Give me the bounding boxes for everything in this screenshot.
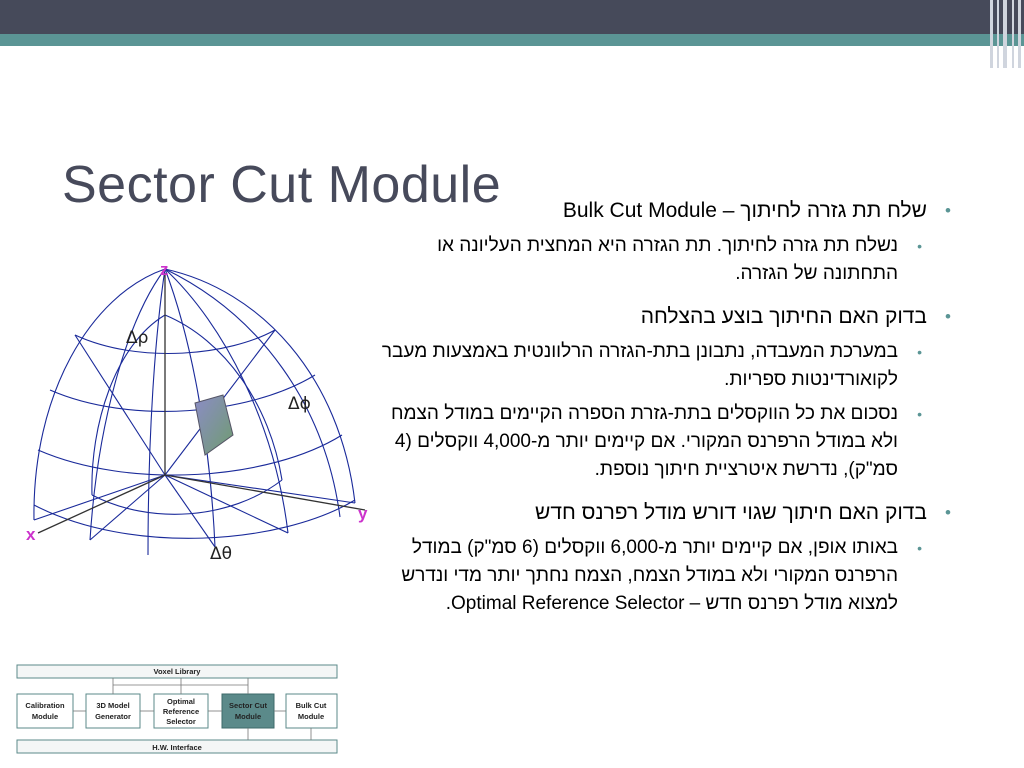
bullet-level2 bbox=[380, 534, 955, 618]
bullet-level2 bbox=[380, 400, 955, 484]
optimal-reference-label-1: Optimal bbox=[167, 697, 195, 706]
voxel-library-label: Voxel Library bbox=[153, 667, 201, 676]
sector-cut-label-2: Module bbox=[234, 712, 262, 721]
sector-cut-label-1: Sector Cut bbox=[229, 701, 267, 710]
bullet-text: נשלח תת גזרה לחיתוך. תת הגזרה היא המחצית העליונה או התחתונה של הגזרה. bbox=[437, 235, 898, 284]
decor-stripe bbox=[990, 0, 993, 68]
bullet-level1 bbox=[380, 302, 955, 332]
section-heading: בדוק האם חיתוך שגוי דורש מודל רפרנס חדש bbox=[535, 501, 927, 524]
bullet-marker: • bbox=[917, 406, 922, 422]
slide-title: Sector Cut Module bbox=[62, 156, 502, 214]
axis-x-label: x bbox=[26, 525, 36, 544]
model-generator-label-1: 3D Model bbox=[96, 701, 130, 710]
decor-stripe bbox=[997, 0, 999, 68]
bullet-text: באותו אופן, אם קיימים יותר מ-6,000 ווקסלים (6 סמ"ק) במודל הרפרנס המקורי ולא במודל הצמח, הצמח נחתך יותר מדי ונדרש למצוא מודל רפרנס חדש – Optimal Reference Selector. bbox=[401, 537, 898, 614]
bullet-marker: • bbox=[945, 201, 951, 220]
sector-cut-figure bbox=[20, 255, 380, 570]
decor-stripe bbox=[1018, 0, 1021, 68]
module-block-diagram bbox=[15, 662, 340, 760]
bullet-level1 bbox=[380, 498, 955, 528]
bullet-level1 bbox=[380, 196, 955, 226]
bullet-level2 bbox=[380, 232, 955, 288]
teal-banner bbox=[0, 34, 1024, 46]
bullet-marker: • bbox=[917, 238, 922, 254]
bullet-marker: • bbox=[917, 540, 922, 556]
bulk-cut-label-1: Bulk Cut bbox=[295, 701, 327, 710]
delta-theta-label: Δθ bbox=[210, 544, 233, 564]
calibration-label-1: Calibration bbox=[25, 701, 65, 710]
bullet-level2 bbox=[380, 338, 955, 394]
model-generator-box bbox=[86, 694, 140, 728]
bullet-marker: • bbox=[917, 344, 922, 360]
decor-stripe bbox=[1012, 0, 1014, 68]
bullet-marker: • bbox=[945, 503, 951, 522]
delta-phi-label: Δϕ bbox=[288, 394, 311, 414]
slide-content bbox=[380, 196, 955, 624]
model-generator-label-2: Generator bbox=[95, 712, 131, 721]
axis-z-label: z bbox=[160, 260, 169, 279]
section-heading: בדוק האם החיתוך בוצע בהצלחה bbox=[640, 305, 927, 328]
bullet-text: במערכת המעבדה, נתבונן בתת-הגזרה הרלוונטית באמצעות מעבר לקואורדינטות ספריות. bbox=[381, 341, 898, 390]
optimal-reference-label-2: Reference bbox=[162, 707, 200, 716]
axis-y-label: y bbox=[358, 504, 368, 523]
section-heading: שלח תת גזרה לחיתוך – Bulk Cut Module bbox=[562, 199, 927, 222]
top-banner bbox=[0, 0, 1024, 34]
bulk-cut-label-2: Module bbox=[297, 712, 325, 721]
calibration-box bbox=[17, 694, 73, 728]
bulk-cut-box bbox=[286, 694, 337, 728]
calibration-label-2: Module bbox=[31, 712, 59, 721]
delta-rho-label: Δρ bbox=[126, 328, 149, 348]
decor-stripe bbox=[1003, 0, 1007, 68]
sector-cut-box bbox=[222, 694, 274, 728]
optimal-reference-label-3: Selector bbox=[166, 717, 196, 726]
bullet-text: נסכום את כל הווקסלים בתת-גזרת הספרה הקיימים במודל הצמח ולא במודל הרפרנס המקורי. אם קיימים יותר מ-4,000 ווקסלים (4 סמ"ק), נדרשת איטרציית חיתוך נוספת. bbox=[391, 403, 898, 480]
hw-interface-label: H.W. Interface bbox=[152, 743, 202, 752]
bullet-marker: • bbox=[945, 307, 951, 326]
